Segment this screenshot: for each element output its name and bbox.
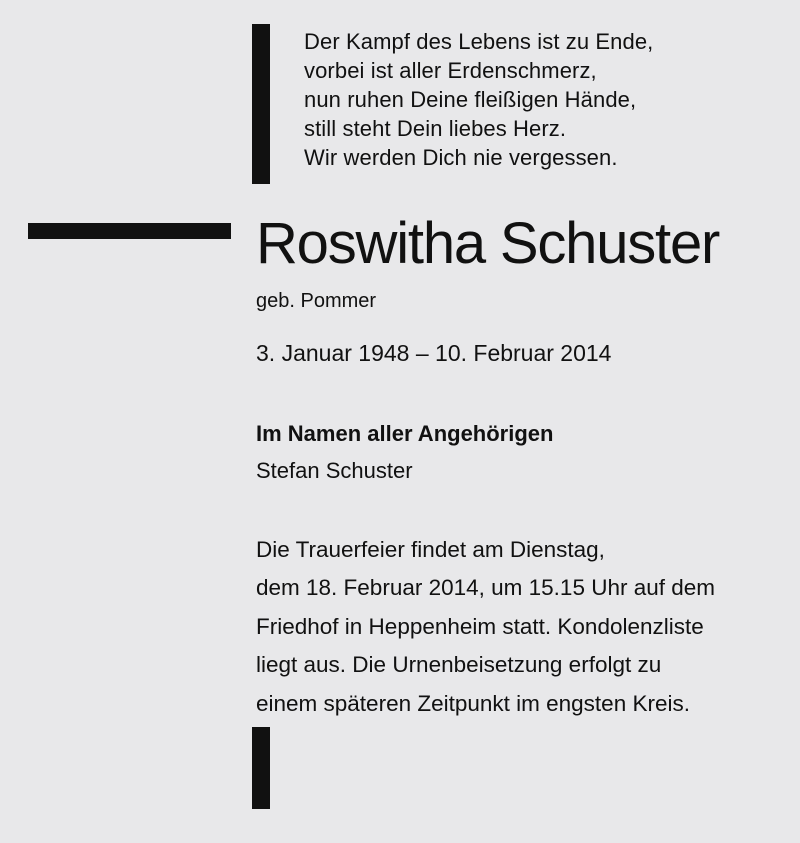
maiden-name: geb. Pommer [256, 290, 377, 312]
poem-line: still steht Dein liebes Herz. [304, 116, 567, 141]
deceased-name: Roswitha Schuster [256, 211, 720, 276]
service-line: einem späteren Zeitpunkt im engsten Kreis. [256, 690, 690, 716]
life-dates: 3. Januar 1948 – 10. Februar 2014 [256, 340, 612, 366]
cross-bottom-bar [252, 727, 270, 809]
poem-line: vorbei ist aller Erdenschmerz, [304, 58, 597, 83]
service-line: dem 18. Februar 2014, um 15.15 Uhr auf dem [256, 575, 716, 601]
poem-line: Wir werden Dich nie vergessen. [304, 145, 618, 170]
mourners-heading: Im Namen aller Angehörigen [256, 421, 554, 446]
memorial-poem [304, 27, 653, 172]
service-line: Die Trauerfeier findet am Dienstag, [256, 537, 605, 562]
poem-line: nun ruhen Deine fleißigen Hände, [304, 87, 637, 112]
service-line: liegt aus. Die Urnenbeisetzung erfolgt zu [256, 652, 662, 678]
mourners-name: Stefan Schuster [256, 458, 413, 483]
service-line: Friedhof in Heppenheim statt. Kondolenzliste [256, 613, 704, 639]
cross-top-bar [252, 24, 270, 184]
poem-line: Der Kampf des Lebens ist zu Ende, [304, 29, 654, 54]
service-announcement [256, 531, 715, 723]
cross-horizontal-bar [28, 223, 231, 239]
